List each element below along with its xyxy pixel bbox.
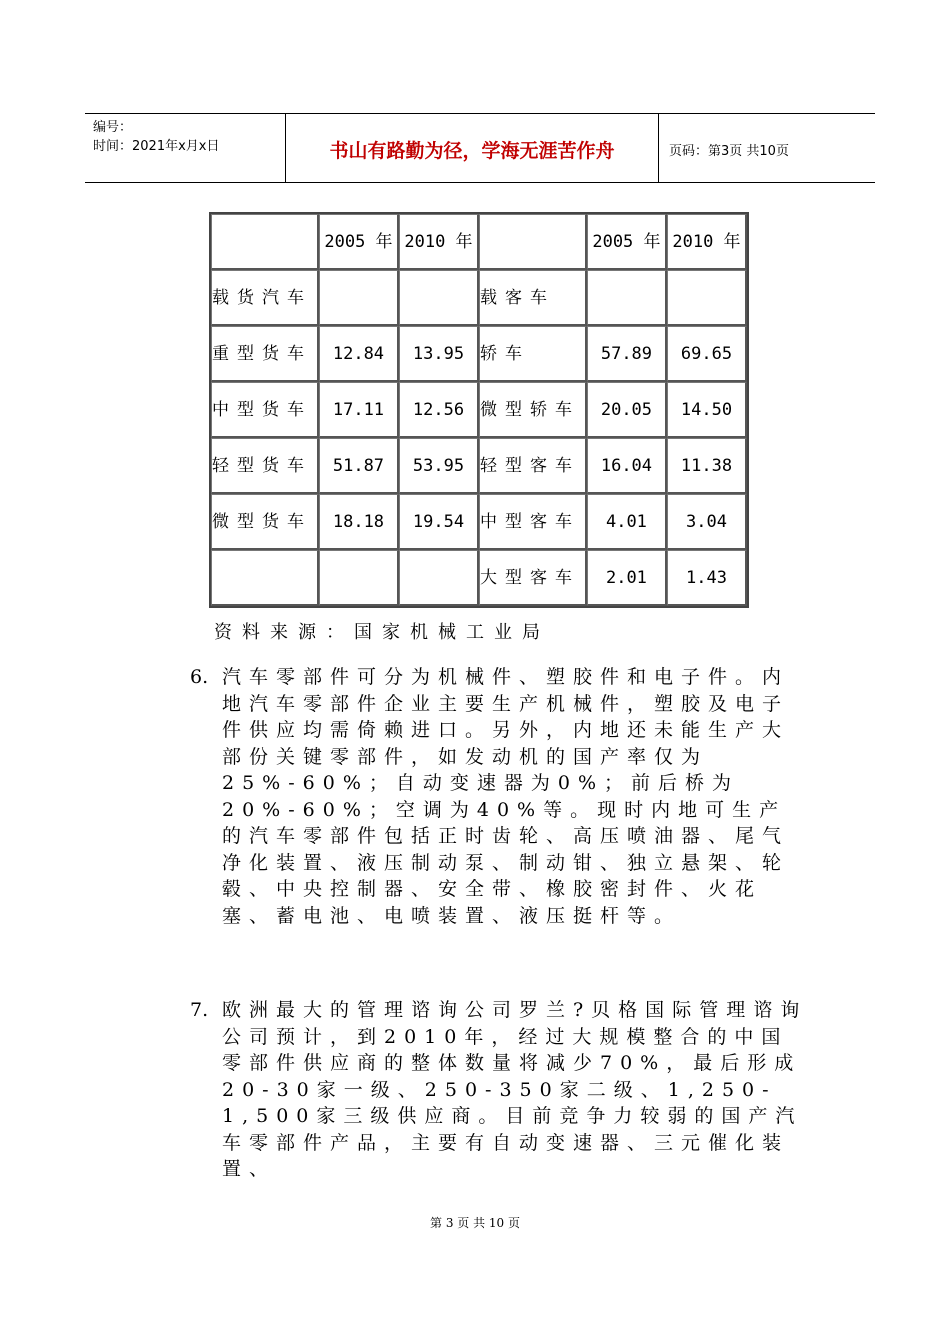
table-cell: 13.95 <box>399 326 479 382</box>
table-cell: 3.04 <box>667 494 747 550</box>
table-cell: 1.43 <box>667 550 747 606</box>
vehicle-table <box>209 212 749 608</box>
table-cell <box>667 270 747 326</box>
table-row <box>211 550 747 606</box>
page-footer: 第 3 页 共 10 页 <box>430 1216 520 1230</box>
header-motto: 书山有路勤为径，学海无涯苦作舟 <box>329 140 615 162</box>
table-cell: 69.65 <box>667 326 747 382</box>
table-cell <box>211 550 319 606</box>
table-cell <box>319 550 399 606</box>
paragraph-number: 6. <box>190 666 209 688</box>
page-header <box>85 113 875 183</box>
table-header-cell <box>211 214 319 270</box>
header-page-number: 页码：第3页 共10页 <box>669 144 789 159</box>
table-cell: 轿车 <box>479 326 587 382</box>
table-cell: 17.11 <box>319 382 399 438</box>
table-cell: 16.04 <box>587 438 667 494</box>
table-header-cell: 2010 年 <box>667 214 747 270</box>
table-cell: 轻型客车 <box>479 438 587 494</box>
table-cell: 53.95 <box>399 438 479 494</box>
table-cell: 20.05 <box>587 382 667 438</box>
paragraph-7 <box>190 997 810 1183</box>
table-cell: 2.01 <box>587 550 667 606</box>
table-row <box>211 270 747 326</box>
table-cell <box>587 270 667 326</box>
table-header-row <box>211 214 747 270</box>
table-cell <box>319 270 399 326</box>
table-cell: 19.54 <box>399 494 479 550</box>
table-cell <box>399 270 479 326</box>
table-header-cell: 2005 年 <box>319 214 399 270</box>
table-row <box>211 382 747 438</box>
table-header-cell: 2010 年 <box>399 214 479 270</box>
table-cell: 中型货车 <box>211 382 319 438</box>
table-cell: 11.38 <box>667 438 747 494</box>
paragraph-number: 7. <box>190 999 209 1021</box>
table-row <box>211 438 747 494</box>
header-meta <box>93 118 283 156</box>
table-cell: 微型货车 <box>211 494 319 550</box>
table-cell: 载客车 <box>479 270 587 326</box>
paragraph-text: 汽车零部件可分为机械件、塑胶件和电子件。内地汽车零部件企业主要生产机械件，塑胶及电子件供应均需倚赖进口。另外，内地还未能生产大部份关键零部件，如发动机的国产率仅为25%-60%；自动变速器为0%；前后桥为20%-60%；空调为40%等。现时内地可生产的汽车零部件包括正时齿轮、高压喷油器、尾气净化装置、液压制动泵、制动钳、独立悬架、轮毂、中央控制器、安全带、橡胶密封件、火花塞、蓄电池、电喷装置、液压挺杆等。 <box>222 666 790 927</box>
table-cell: 中型客车 <box>479 494 587 550</box>
header-divider <box>658 114 659 182</box>
table-cell: 51.87 <box>319 438 399 494</box>
table-cell: 重型货车 <box>211 326 319 382</box>
table-row <box>211 326 747 382</box>
table-cell <box>399 550 479 606</box>
table-source: 资料来源：国家机械工业局 <box>214 622 550 643</box>
table-header-cell: 2005 年 <box>587 214 667 270</box>
table-cell: 57.89 <box>587 326 667 382</box>
table-cell: 12.84 <box>319 326 399 382</box>
table-cell: 14.50 <box>667 382 747 438</box>
table-cell: 18.18 <box>319 494 399 550</box>
table-cell: 轻型货车 <box>211 438 319 494</box>
table-cell: 4.01 <box>587 494 667 550</box>
header-number: 编号： <box>93 120 133 135</box>
table-cell: 载货汽车 <box>211 270 319 326</box>
table-row <box>211 494 747 550</box>
paragraph-6 <box>190 664 810 929</box>
table-cell: 12.56 <box>399 382 479 438</box>
table-cell: 微型轿车 <box>479 382 587 438</box>
paragraph-text: 欧洲最大的管理谘询公司罗兰?贝格国际管理谘询公司预计，到2010年，经过大规模整合的中国零部件供应商的整体数量将减少70%，最后形成20-30家一级、250-350家二级、1,250-1,500家三级供应商。目前竞争力较弱的国产汽车零部件产品，主要有自动变速器、三元催化装置、 <box>222 999 808 1180</box>
table-cell: 大型客车 <box>479 550 587 606</box>
header-time: 时间：2021年x月x日 <box>93 139 220 154</box>
table-header-cell <box>479 214 587 270</box>
